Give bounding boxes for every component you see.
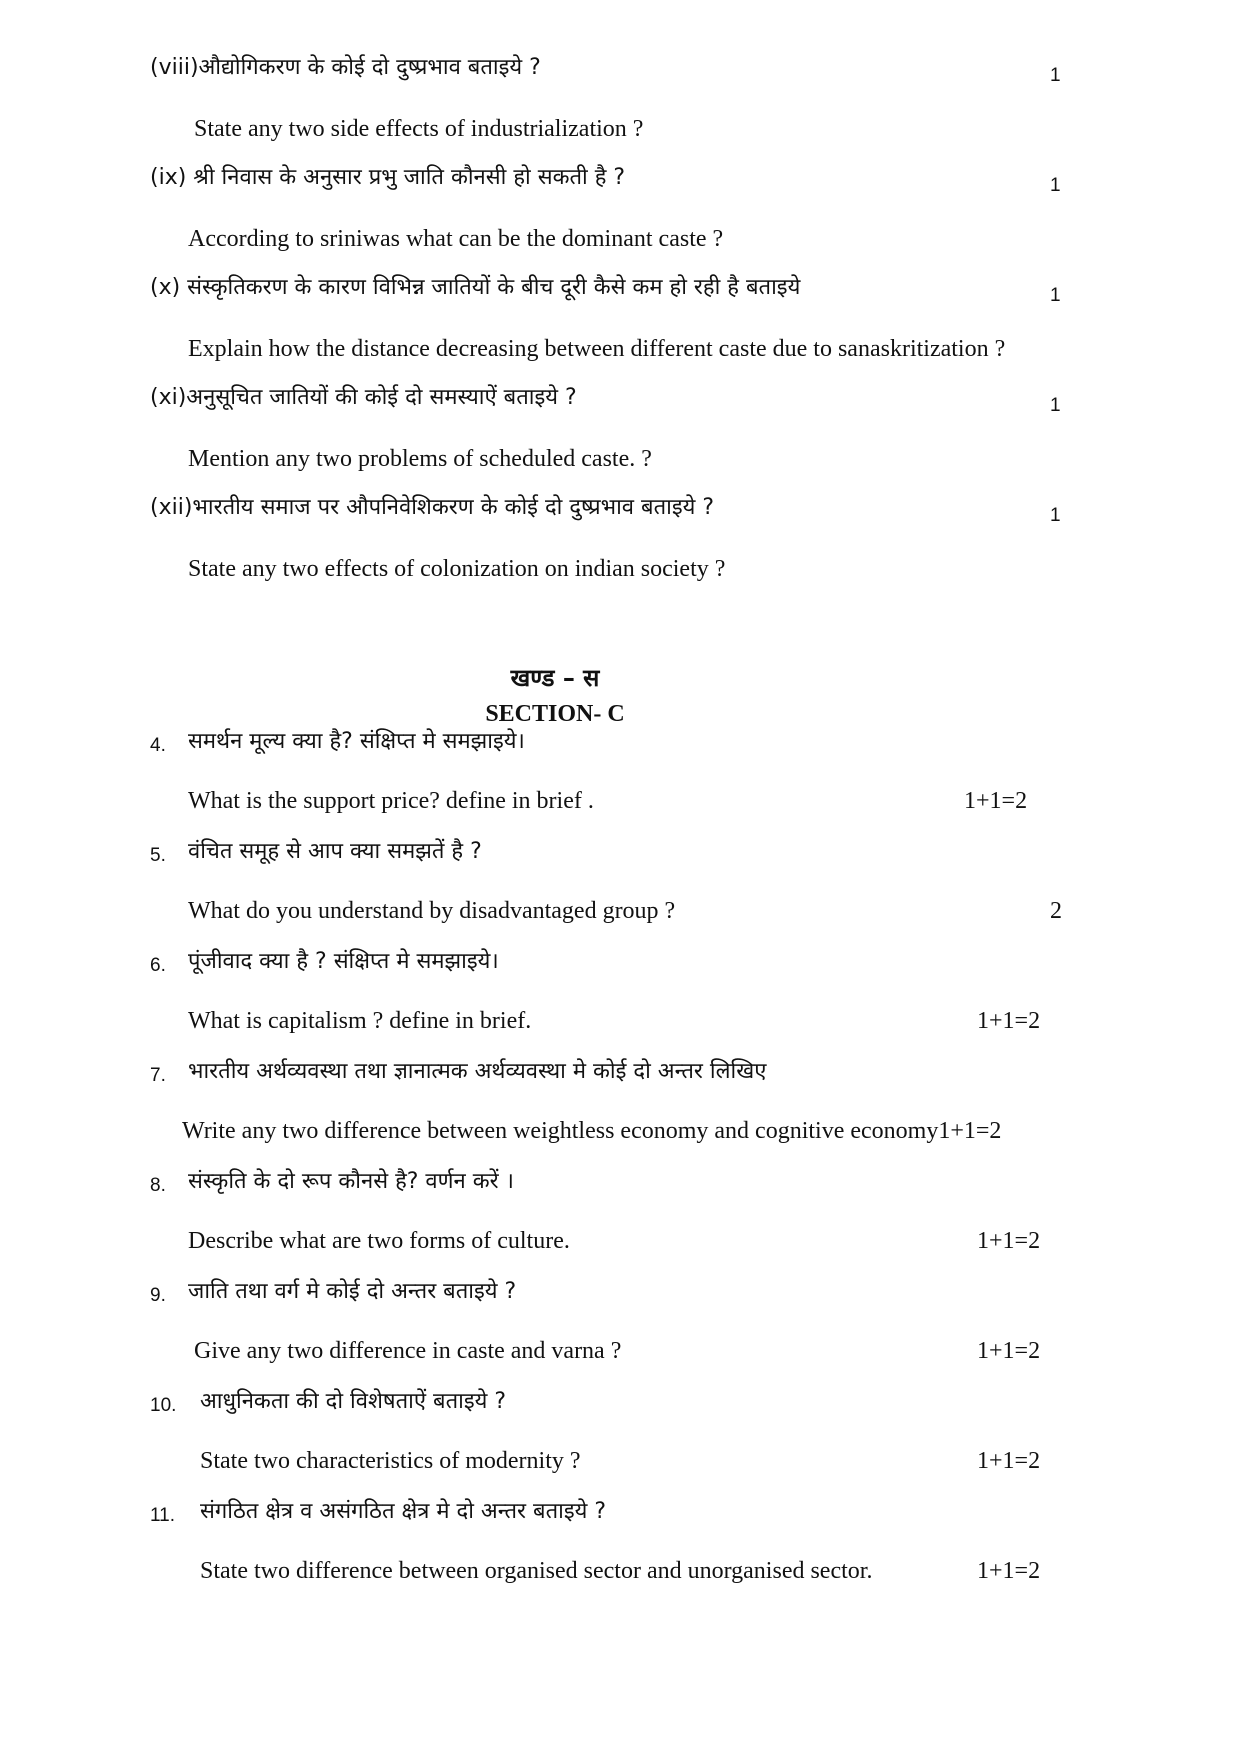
question-7-hindi: भारतीय अर्थव्यवस्था तथा ज्ञानात्मक अर्थव्यवस्था मे कोई दो अन्तर लिखिए: [188, 1059, 767, 1084]
question-6-hindi: पूंजीवाद क्या है ? संक्षिप्त मे समझाइये।: [188, 949, 499, 974]
question-11-number: 11.: [150, 1505, 176, 1526]
question-5-hindi: वंचित समूह से आप क्या समझतें है ?: [188, 839, 482, 864]
question-xi-marks: 1: [1050, 395, 1061, 416]
question-9-number: 9.: [150, 1285, 166, 1306]
question-8-number: 8.: [150, 1175, 166, 1196]
question-8-english: Describe what are two forms of culture.: [188, 1228, 570, 1254]
question-9-marks: 1+1=2: [977, 1338, 1041, 1364]
question-viii-hindi: (viii)औद्योगिकरण के कोई दो दुष्प्रभाव बताइये ?: [150, 55, 541, 80]
question-ix-marks: 1: [1050, 175, 1061, 196]
question-10-english: State two characteristics of modernity ?: [200, 1448, 581, 1474]
question-8-hindi: संस्कृति के दो रूप कौनसे है? वर्णन करें ।: [188, 1169, 514, 1194]
question-4-hindi: समर्थन मूल्य क्या है? संक्षिप्त मे समझाइये।: [188, 729, 525, 754]
question-5-number: 5.: [150, 845, 166, 866]
question-6-marks: 1+1=2: [977, 1008, 1041, 1034]
question-9-hindi: जाति तथा वर्ग मे कोई दो अन्तर बताइये ?: [188, 1279, 517, 1304]
question-xii-english: State any two effects of colonization on indian society ?: [188, 556, 726, 582]
question-8-marks: 1+1=2: [977, 1228, 1041, 1254]
question-x-marks: 1: [1050, 285, 1061, 306]
question-xii-marks: 1: [1050, 505, 1061, 526]
question-9-english: Give any two difference in caste and varna ?: [194, 1338, 622, 1364]
question-6-english: What is capitalism ? define in brief.: [188, 1008, 532, 1034]
question-x-english: Explain how the distance decreasing between different caste due to sanaskritization ?: [188, 336, 1006, 362]
question-5-marks: 2: [1050, 898, 1062, 924]
question-11-hindi: संगठित क्षेत्र व असंगठित क्षेत्र मे दो अन्तर बताइये ?: [200, 1499, 607, 1524]
question-11-english: State two difference between organised sector and unorganised sector.: [200, 1558, 873, 1584]
question-viii-marks: 1: [1050, 65, 1061, 86]
question-10-number: 10.: [150, 1395, 177, 1416]
question-xii-hindi: (xii)भारतीय समाज पर औपनिवेशिकरण के कोई दो दुष्प्रभाव बताइये ?: [150, 495, 715, 520]
question-11-marks: 1+1=2: [977, 1558, 1041, 1584]
question-4-english: What is the support price? define in brief .: [188, 788, 594, 814]
question-6-number: 6.: [150, 955, 166, 976]
question-ix-hindi: (ix) श्री निवास के अनुसार प्रभु जाति कौनसी हो सकती है ?: [150, 165, 626, 190]
question-5-english: What do you understand by disadvantaged group ?: [188, 898, 676, 924]
question-4-marks: 1+1=2: [964, 788, 1028, 814]
question-xi-english: Mention any two problems of scheduled caste. ?: [188, 446, 652, 472]
section-title-english: SECTION- C: [485, 701, 625, 727]
question-xi-hindi: (xi)अनुसूचित जातियों की कोई दो समस्याऐं बताइये ?: [150, 385, 577, 410]
question-x-hindi: (x) संस्कृतिकरण के कारण विभिन्न जातियों के बीच दूरी कैसे कम हो रही है बताइये: [150, 275, 801, 300]
question-7-english: Write any two difference between weightless economy and cognitive economy1+1=2: [182, 1118, 1002, 1144]
section-title-hindi: खण्ड – स: [510, 664, 600, 692]
question-10-marks: 1+1=2: [977, 1448, 1041, 1474]
question-10-hindi: आधुनिकता की दो विशेषताऐं बताइये ?: [200, 1389, 507, 1414]
question-viii-english: State any two side effects of industrialization ?: [194, 116, 644, 142]
question-4-number: 4.: [150, 735, 166, 756]
question-ix-english: According to sriniwas what can be the dominant caste ?: [188, 226, 724, 252]
question-7-number: 7.: [150, 1065, 166, 1086]
